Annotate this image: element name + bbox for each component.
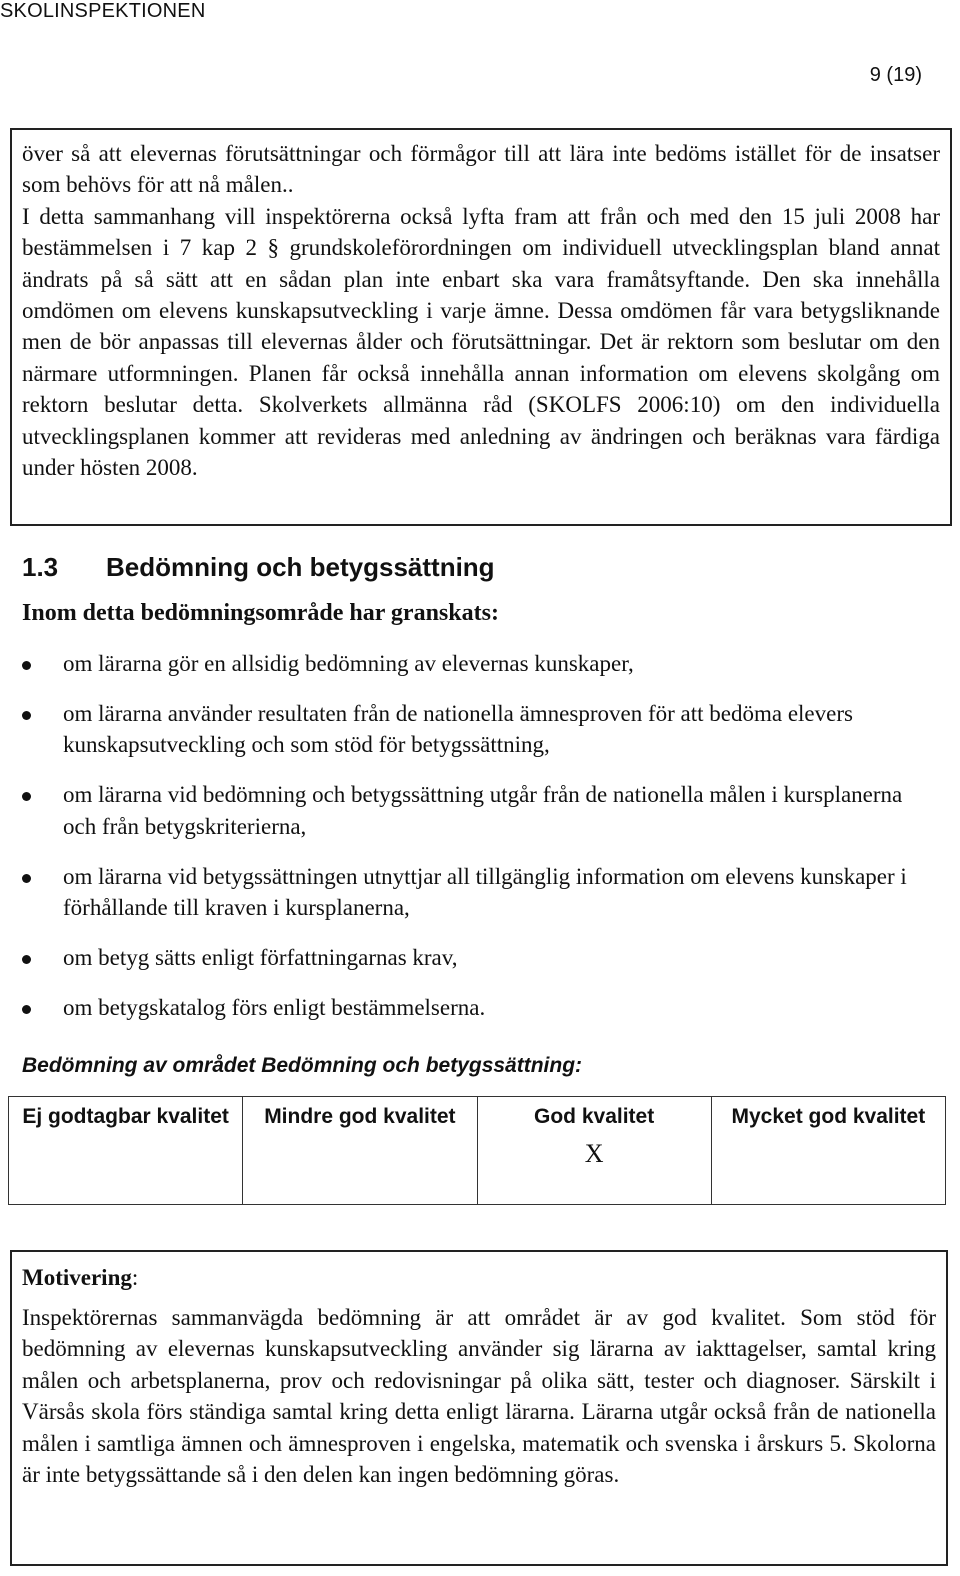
section-title: Bedömning och betygssättning [106,552,495,582]
grade-label: God kvalitet [534,1105,655,1128]
motivation-text: Inspektörernas sammanvägda bedömning är att området är av god kvalitet. Som stöd för bedömning av elevernas kunskapsutveckling använder sig lärarna av iakttagelser, samtal kring målen och arbetsplanerna, prov och redovisningar på olika sätt, tester och diagnoser. Särskilt i Värsås skola förs ständiga samtal kring detta enligt lärarna. Lärarna utgår också från de nationella målen i samtliga ämnen och ämnesproven i engelska, matematik och svenska i årskurs 5. Skolorna är inte betygssättande så i den delen kan ingen bedömning göras. [22,1305,936,1488]
assessment-title: Bedömning av området Bedömning och betygssättning: [22,1054,583,1077]
grade-cell [711,1097,945,1205]
bullet-icon [22,955,31,964]
grade-cell [477,1097,711,1205]
bullet-icon [22,874,31,883]
motivation-label: Motivering: [22,1265,139,1290]
organization-header: SKOLINSPEKTIONEN [0,0,206,22]
grade-cell [9,1097,243,1205]
grade-table [8,1096,946,1205]
info-paragraph-2: I detta sammanhang vill inspektörerna också lyfta fram att från och med den 15 juli 2008 har bestämmelsen i 7 kap 2 § grundskoleförordningen om individuell utvecklingsplan bland annat ändrats på så sätt att en sådan plan inte enbart ska vara framåtsyftande. Den ska innehålla omdömen om elevens kunskapsutveckling i varje ämne. Dessa omdömen får vara betygsliknande men de bör anpassas till elevernas ålder och förutsättningar. Det är rektorn som beslutar om den närmare utformningen. Planen får också innehålla annan information om elevens skolgång om rektorn beslutar detta. Skolverkets allmänna råd (SKOLFS 2006:10) om den individuella utvecklingsplanen kommer att revideras med anledning av ändringen och beräknas vara färdiga under hösten 2008. [22,203,940,481]
motivation-box [10,1250,948,1566]
grade-label: Mycket god kvalitet [731,1105,926,1128]
grade-cell [243,1097,477,1205]
bullet-icon [22,1005,31,1014]
grade-label: Mindre god kvalitet [264,1105,456,1128]
bullet-icon [22,792,31,801]
grade-label: Ej godtagbar kvalitet [22,1105,229,1128]
grade-mark: X [584,1139,604,1168]
list-item: om betyg sätts enligt författningarnas krav, [22,942,932,973]
page-number: 9 (19) [869,64,922,86]
list-item: om lärarna vid bedömning och betygssättning utgår från de nationella målen i kursplanerna och från betygskriterierna, [22,779,932,842]
bullet-icon [22,711,31,720]
bullet-icon [22,661,31,670]
section-heading [22,552,495,583]
info-paragraph-1: över så att elevernas förutsättningar och förmågor till att lära inte bedöms istället för de insatser som behövs för att nå målen.. [22,141,940,198]
list-item: om lärarna gör en allsidig bedömning av elevernas kunskaper, [22,648,932,679]
criteria-list [22,648,932,1042]
section-subheading: Inom detta bedömningsområde har granskats: [22,600,499,626]
info-box [10,128,952,526]
list-item: om lärarna använder resultaten från de nationella ämnesproven för att bedöma elevers kunskapsutveckling och som stöd för betygssättning, [22,698,932,761]
section-number: 1.3 [22,552,59,582]
list-item: om betygskatalog förs enligt bestämmelserna. [22,992,932,1023]
list-item: om lärarna vid betygssättningen utnyttjar all tillgänglig information om elevens kunskaper i förhållande till kraven i kursplanerna, [22,861,932,924]
